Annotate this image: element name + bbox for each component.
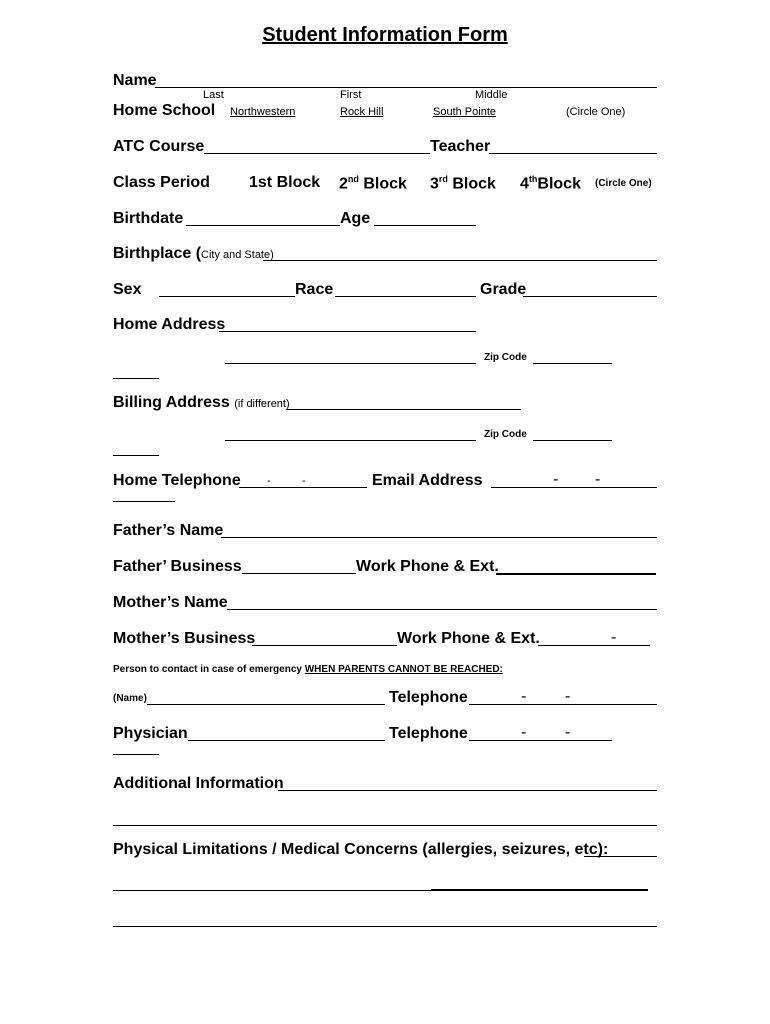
email-dash-1: -: [553, 471, 559, 488]
sex-field[interactable]: [159, 296, 295, 297]
school-option-south-pointe[interactable]: South Pointe: [433, 106, 496, 118]
mothers-business-field[interactable]: [252, 645, 397, 646]
teacher-field[interactable]: [489, 153, 657, 154]
mothers-work-phone-field[interactable]: [538, 645, 650, 646]
physician-telephone-label: Telephone: [389, 725, 468, 742]
mothers-name-field[interactable]: [227, 609, 657, 610]
billing-address-line1[interactable]: [286, 409, 521, 410]
fathers-business-label: Father’ Business: [113, 558, 242, 575]
billing-zip-label: Zip Code: [484, 429, 527, 440]
block-option-1[interactable]: 1st Block: [249, 174, 321, 191]
additional-info-label: Additional Information: [113, 775, 284, 792]
race-field[interactable]: [335, 296, 476, 297]
birthplace-field[interactable]: [263, 260, 657, 261]
atc-course-field[interactable]: [204, 153, 430, 154]
billing-zip-field[interactable]: [533, 440, 612, 441]
home-zip-field[interactable]: [533, 363, 612, 364]
physician-tel-dash-2: -: [565, 724, 571, 741]
age-label: Age: [340, 210, 371, 227]
additional-info-field[interactable]: [278, 790, 657, 791]
emergency-telephone-label: Telephone: [389, 689, 468, 706]
mothers-work-phone-label: Work Phone & Ext.: [397, 630, 540, 647]
mothers-name-label: Mother’s Name: [113, 594, 228, 611]
fathers-work-phone-field[interactable]: [496, 573, 656, 575]
fathers-business-field[interactable]: [242, 573, 356, 574]
physician-label: Physician: [113, 725, 188, 742]
emergency-intro: Person to contact in case of emergency WHEN PARENTS CANNOT BE REACHED:: [113, 664, 503, 675]
home-zip-field-cont[interactable]: [113, 378, 159, 379]
medical-concerns-label: Physical Limitations / Medical Concerns (allergies, seizures, etc):: [113, 841, 609, 858]
grade-field[interactable]: [523, 296, 657, 297]
medical-concerns-line2[interactable]: [113, 890, 431, 891]
fathers-work-phone-label: Work Phone & Ext.: [356, 558, 499, 575]
home-address-line2[interactable]: [225, 363, 476, 364]
block-option-2[interactable]: 2nd Block: [339, 174, 407, 193]
age-field[interactable]: [374, 225, 476, 226]
page-title: Student Information Form: [262, 24, 508, 46]
fathers-name-field[interactable]: [221, 537, 657, 538]
emergency-name-label: (Name): [113, 693, 147, 704]
name-sub-middle: Middle: [475, 89, 508, 101]
home-school-label: Home School: [113, 102, 216, 119]
billing-address-line2[interactable]: [225, 440, 476, 441]
class-period-label: Class Period: [113, 174, 210, 191]
home-tel-dash-2: -: [302, 475, 306, 487]
name-sub-first: First: [340, 89, 362, 101]
emergency-name-field[interactable]: [147, 704, 385, 705]
grade-label: Grade: [480, 281, 527, 298]
email-field[interactable]: [491, 487, 657, 488]
email-dash-2: -: [595, 471, 601, 488]
home-telephone-label: Home Telephone: [113, 472, 241, 489]
school-option-northwestern[interactable]: Northwestern: [230, 106, 296, 118]
atc-course-label: ATC Course: [113, 138, 205, 155]
email-label: Email Address: [372, 472, 483, 489]
emergency-tel-dash-2: -: [565, 688, 571, 705]
medical-concerns-field[interactable]: [584, 856, 657, 857]
fathers-name-label: Father’s Name: [113, 522, 224, 539]
physician-telephone-cont[interactable]: [113, 754, 159, 755]
additional-info-line2[interactable]: [113, 825, 657, 826]
medical-concerns-line2-b[interactable]: [431, 889, 648, 891]
name-label: Name: [113, 72, 157, 89]
home-zip-label: Zip Code: [484, 352, 527, 363]
billing-address-label: Billing Address (if different): [113, 394, 290, 411]
name-sub-last: Last: [203, 89, 224, 101]
birthdate-label: Birthdate: [113, 210, 184, 227]
billing-zip-field-cont[interactable]: [113, 455, 159, 456]
emergency-telephone-field[interactable]: [469, 704, 657, 705]
block-option-4[interactable]: 4thBlock: [520, 174, 581, 193]
physician-field[interactable]: [188, 740, 385, 741]
birthdate-field[interactable]: [186, 225, 340, 226]
mothers-business-label: Mother’s Business: [113, 630, 256, 647]
school-option-rock-hill[interactable]: Rock Hill: [340, 106, 384, 118]
sex-label: Sex: [113, 281, 142, 298]
medical-concerns-line3[interactable]: [113, 926, 657, 927]
home-tel-dash-1: -: [267, 475, 271, 487]
block-option-3[interactable]: 3rd Block: [430, 174, 496, 193]
physician-tel-dash-1: -: [521, 724, 527, 741]
birthplace-label: Birthplace (City and State): [113, 245, 274, 262]
home-address-line1[interactable]: [219, 331, 476, 332]
home-telephone-field[interactable]: [239, 487, 367, 488]
home-address-label: Home Address: [113, 316, 226, 333]
emergency-tel-dash-1: -: [521, 688, 527, 705]
school-circle-note: (Circle One): [566, 106, 626, 118]
email-field-cont[interactable]: [113, 501, 175, 502]
mothers-phone-dash: -: [611, 629, 617, 646]
teacher-label: Teacher: [430, 138, 491, 155]
physician-telephone-field[interactable]: [469, 740, 612, 741]
name-field[interactable]: [155, 87, 657, 88]
race-label: Race: [295, 281, 334, 298]
block-circle-note: (Circle One): [595, 178, 652, 189]
